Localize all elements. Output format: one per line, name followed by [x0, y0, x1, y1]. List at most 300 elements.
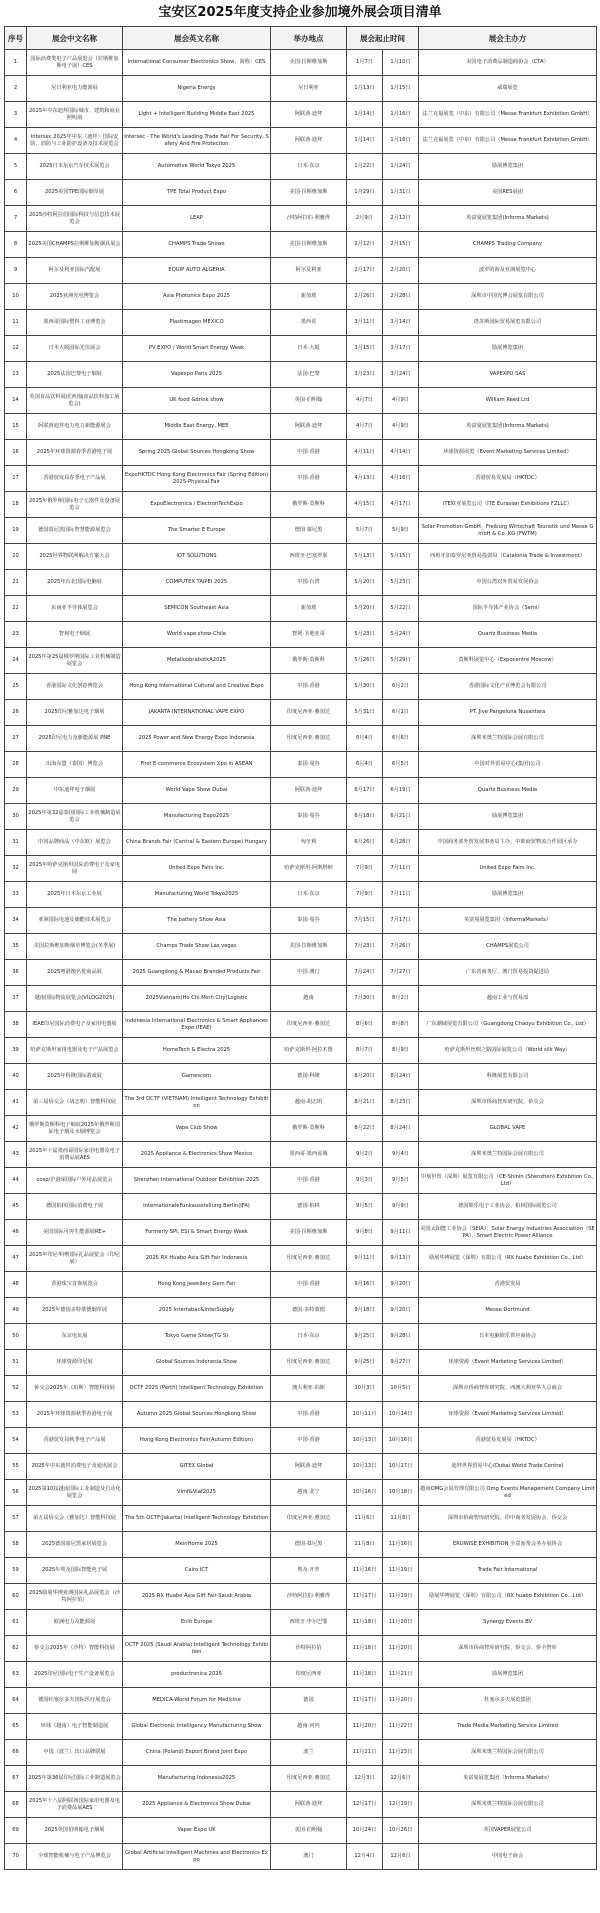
cell-en-name: TPE Total Product Expo: [123, 180, 271, 206]
table-row: [5, 258, 597, 284]
cell-no: 47: [5, 1246, 27, 1272]
table-row: [5, 856, 597, 882]
cell-en-name: Manufacturing Expo2025: [123, 804, 271, 830]
cell-no: 16: [5, 440, 27, 466]
cell-location: 澳大利亚·珀斯: [271, 1376, 347, 1402]
cell-organizer: United Expo Fairs Inc.: [419, 856, 597, 882]
cell-organizer: 励展博览集团: [419, 154, 597, 180]
cell-location: 印度尼西亚·雅加达: [271, 1012, 347, 1038]
cell-start-date: 4月11日: [347, 440, 383, 466]
cell-location: 泰国·曼谷: [271, 752, 347, 778]
table-row: [5, 1038, 597, 1064]
cell-location: 中国·香港: [271, 674, 347, 700]
cell-no: 61: [5, 1610, 27, 1636]
cell-start-date: 7月23日: [347, 934, 383, 960]
cell-start-date: 6月4日: [347, 726, 383, 752]
cell-en-name: United Expo Fairs Inc.: [123, 856, 271, 882]
cell-location: 中国·香港: [271, 466, 347, 492]
cell-end-date: 9月9日: [383, 1194, 419, 1220]
cell-location: 越南: [271, 986, 347, 1012]
cell-en-name: Tokyo Game Show(TG S): [123, 1324, 271, 1350]
cell-start-date: 9月8日: [347, 1220, 383, 1246]
table-row: [5, 1688, 597, 1714]
cell-location: 印度尼西亚·雅加达: [271, 700, 347, 726]
cell-en-name: Cairo ICT: [123, 1558, 271, 1584]
cell-location: 印度尼西亚·雅加达: [271, 1506, 347, 1532]
cell-cn-name: 2025德国慕尼黑家居展览会: [27, 1532, 123, 1558]
table-row: [5, 1142, 597, 1168]
cell-location: 新加坡: [271, 596, 347, 622]
cell-start-date: 6月17日: [347, 778, 383, 804]
table-row: [5, 1506, 597, 1532]
cell-cn-name: 香港贸发局春季电子产品展: [27, 466, 123, 492]
cell-en-name: 2025 Guangdong & Macao Branded Products Fair: [123, 960, 271, 986]
table-row: [5, 128, 597, 154]
cell-cn-name: 香港贸发局秋季电子产品展: [27, 1428, 123, 1454]
cell-end-date: 12月6日: [383, 1844, 419, 1870]
cell-en-name: Plastimagen MEXICO: [123, 310, 271, 336]
cell-end-date: 10月16日: [383, 1428, 419, 1454]
table-row: [5, 778, 597, 804]
cell-no: 60: [5, 1584, 27, 1610]
cell-end-date: 6月21日: [383, 804, 419, 830]
cell-no: 21: [5, 570, 27, 596]
cell-cn-name: 2025励展华博亚洲国际礼品展览会（沙特阿拉伯）: [27, 1584, 123, 1610]
table-row: [5, 1220, 597, 1246]
cell-start-date: 4月15日: [347, 492, 383, 518]
cell-end-date: 7月17日: [383, 908, 419, 934]
cell-no: 5: [5, 154, 27, 180]
cell-organizer: 波罗的海及亚洲展览中心: [419, 258, 597, 284]
cell-en-name: China Brands Fair (Central & Eastern Europe) Hungary: [123, 830, 271, 856]
cell-organizer: 塔苏斯国际贸易展览有限公司: [419, 310, 597, 336]
cell-location: 新加坡: [271, 284, 347, 310]
cell-location: 中国·台湾: [271, 570, 347, 596]
cell-location: 德国·多特蒙德: [271, 1298, 347, 1324]
table-row: [5, 1246, 597, 1272]
table-row: [5, 388, 597, 414]
cell-organizer: 深圳市侨商智库研究院、印中商务发展协会、侨交会: [419, 1506, 597, 1532]
table-row: [5, 804, 597, 830]
cell-location: 印度尼西亚·雅加达: [271, 1350, 347, 1376]
cell-start-date: 1月22日: [347, 154, 383, 180]
cell-cn-name: 美国拉斯维加斯烟草博览会(冬季展): [27, 934, 123, 960]
cell-cn-name: 欧洲电力及能源展: [27, 1610, 123, 1636]
cell-start-date: 3月11日: [347, 310, 383, 336]
cell-end-date: 5月22日: [383, 596, 419, 622]
cell-cn-name: 全球智能机械与电子产品博览会: [27, 1844, 123, 1870]
cell-start-date: 9月5日: [347, 1194, 383, 1220]
cell-cn-name: 2025年日本东京工业展: [27, 882, 123, 908]
table-row: [5, 1714, 597, 1740]
cell-location: 沙特阿拉伯: [271, 1636, 347, 1662]
cell-start-date: 5月30日: [347, 674, 383, 700]
cell-organizer: 励展华博展览（深圳）有限公司（RX huabo Exhibition Co., Ltd）: [419, 1584, 597, 1610]
cell-cn-name: 2025年台北国际电脑展: [27, 570, 123, 596]
cell-cn-name: 2025年第36届印尼国际工业制造展览会: [27, 1766, 123, 1792]
cell-end-date: 6月2日: [383, 674, 419, 700]
table-row: [5, 1818, 597, 1844]
cell-organizer: 德国娱乐电子工业协会、柏林国际展览公司: [419, 1194, 597, 1220]
cell-cn-name: 日本大阪国际光伏展会: [27, 336, 123, 362]
cell-start-date: 6月18日: [347, 804, 383, 830]
cell-end-date: 7月27日: [383, 960, 419, 986]
cell-organizer: 香港国际文化产业博览会有限公司: [419, 674, 597, 700]
cell-no: 57: [5, 1506, 27, 1532]
cell-end-date: 1月15日: [383, 76, 419, 102]
cell-organizer: 励展华博展览（深圳）有限公司（RX huabo Exhibition Co., Ltd）: [419, 1246, 597, 1272]
cell-cn-name: 2025印尼雅加达电子烟展: [27, 700, 123, 726]
cell-cn-name: 侨交会2025年（沙特）智能科技展: [27, 1636, 123, 1662]
table-row: [5, 1064, 597, 1090]
cell-cn-name: 美国国际可再生能源展RE+: [27, 1220, 123, 1246]
table-row: [5, 622, 597, 648]
cell-organizer: 美国RES展团: [419, 180, 597, 206]
cell-cn-name: 德国慕尼黑国际智慧能源展览会: [27, 518, 123, 544]
cell-end-date: 9月28日: [383, 1324, 419, 1350]
cell-end-date: 12月6日: [383, 1766, 419, 1792]
table-row: [5, 908, 597, 934]
cell-no: 31: [5, 830, 27, 856]
cell-cn-name: 2025年环球资源秋季香港电子展: [27, 1402, 123, 1428]
table-row: [5, 674, 597, 700]
cell-start-date: 3月23日: [347, 362, 383, 388]
cell-location: 泰国·曼谷: [271, 908, 347, 934]
cell-end-date: 7月26日: [383, 934, 419, 960]
table-row: [5, 1480, 597, 1506]
cell-start-date: 12月4日: [347, 1844, 383, 1870]
table-row: [5, 1428, 597, 1454]
cell-organizer: 香港贸易发展局（HKTDC）: [419, 466, 597, 492]
cell-organizer: 深圳米奥兰特国际会展有限公司: [419, 726, 597, 752]
cell-no: 36: [5, 960, 27, 986]
cell-no: 63: [5, 1662, 27, 1688]
cell-location: 哈萨克斯坦·阿拉木图: [271, 1038, 347, 1064]
cell-cn-name: 2025年第25届俄罗斯国际工业机械制造展览会: [27, 648, 123, 674]
cell-start-date: 11月8日: [347, 1532, 383, 1558]
cell-cn-name: 2025英国伯明翰电子烟展: [27, 1818, 123, 1844]
table-row: [5, 180, 597, 206]
cell-no: 50: [5, 1324, 27, 1350]
cell-end-date: 2月12日: [383, 206, 419, 232]
cell-cn-name: 中国（波兰）出口品牌联展: [27, 1740, 123, 1766]
table-row: [5, 726, 597, 752]
cell-end-date: 10月5日: [383, 1376, 419, 1402]
cell-end-date: 11月8日: [383, 1506, 419, 1532]
cell-en-name: SEMICON Southeast Asia: [123, 596, 271, 622]
cell-no: 26: [5, 700, 27, 726]
table-row: [5, 648, 597, 674]
table-row: [5, 1090, 597, 1116]
cell-no: 17: [5, 466, 27, 492]
cell-start-date: 11月17日: [347, 1688, 383, 1714]
cell-en-name: The battery Show Asia: [123, 908, 271, 934]
cell-en-name: Formerly SPI, ESI & Smart Energy Week: [123, 1220, 271, 1246]
cell-end-date: 1月31日: [383, 180, 419, 206]
cell-start-date: 5月31日: [347, 700, 383, 726]
cell-cn-name: 德国柏林国际消费电子展: [27, 1194, 123, 1220]
cell-organizer: 深圳市中国光博会展览有限公司: [419, 284, 597, 310]
cell-start-date: 9月11日: [347, 1246, 383, 1272]
cell-organizer: 越南OMG会展管理有限公司 Omg Events Management Company Limited: [419, 1480, 597, 1506]
cell-organizer: 环球资源（Event Marketing Services Limited）: [419, 1402, 597, 1428]
cell-cn-name: 侨交会2025年（珀斯）智能科技展: [27, 1376, 123, 1402]
cell-en-name: Champs Trade Show Las vegas: [123, 934, 271, 960]
cell-end-date: 2月20日: [383, 258, 419, 284]
cell-no: 2: [5, 76, 27, 102]
table-row: [5, 1766, 597, 1792]
cell-location: 中国·香港: [271, 1272, 347, 1298]
cell-start-date: 4月7日: [347, 388, 383, 414]
cell-cn-name: 2025年中东迪拜消费电子及通讯展会: [27, 1454, 123, 1480]
cell-location: 日本·大阪: [271, 336, 347, 362]
cell-no: 55: [5, 1454, 27, 1480]
cell-no: 58: [5, 1532, 27, 1558]
cell-organizer: 广东省商务厅、澳门贸易投资促进局: [419, 960, 597, 986]
cell-en-name: Hong Kong International Cultural and Creative Expo: [123, 674, 271, 700]
cell-end-date: 9月27日: [383, 1350, 419, 1376]
cell-end-date: 9月13日: [383, 1246, 419, 1272]
cell-end-date: 8月24日: [383, 1116, 419, 1142]
cell-end-date: 11月20日: [383, 1610, 419, 1636]
cell-organizer: 科隆展览有限公司: [419, 1064, 597, 1090]
table-row: [5, 310, 597, 336]
cell-start-date: 9月3日: [347, 1168, 383, 1194]
cell-cn-name: 东京电玩展: [27, 1324, 123, 1350]
cell-start-date: 8月21日: [347, 1090, 383, 1116]
table-row: [5, 1168, 597, 1194]
cell-no: 28: [5, 752, 27, 778]
cell-no: 40: [5, 1064, 27, 1090]
cell-start-date: 5月26日: [347, 648, 383, 674]
cell-location: 阿联酋·迪拜: [271, 128, 347, 154]
cell-organizer: GLOBAL VAPE: [419, 1116, 597, 1142]
table-row: [5, 1298, 597, 1324]
cell-organizer: 莫斯科展览中心（Expocentre Moscow）: [419, 648, 597, 674]
cell-cn-name: 2025年第32届泰国国际工业机械制造展览会: [27, 804, 123, 830]
cell-no: 39: [5, 1038, 27, 1064]
cell-en-name: productronica 2025: [123, 1662, 271, 1688]
table-row: [5, 596, 597, 622]
cell-organizer: 深圳市侨商智库研究院、西澳大利亚华人总商会: [419, 1376, 597, 1402]
table-row: [5, 1116, 597, 1142]
cell-no: 1: [5, 50, 27, 76]
cell-en-name: The 5th OCTF(Jakarta) Intelligent Technology Exhibition: [123, 1506, 271, 1532]
cell-organizer: ERUWISE EXHIBITION 全意而帮会务办展协会: [419, 1532, 597, 1558]
cell-no: 68: [5, 1792, 27, 1818]
cell-en-name: OCTF 2025 (Saudi Arabia) Intelligent Technology Exhibition: [123, 1636, 271, 1662]
cell-cn-name: 2025法国巴黎电子烟展: [27, 362, 123, 388]
cell-organizer: Quartz Business Media: [419, 778, 597, 804]
cell-end-date: 6月28日: [383, 830, 419, 856]
cell-en-name: MEDICA-World Forum for Medicine: [123, 1688, 271, 1714]
cell-cn-name: 亚洲国际电池及储能技术展览会: [27, 908, 123, 934]
cell-end-date: 1月10日: [383, 50, 419, 76]
cell-start-date: 6月4日: [347, 752, 383, 778]
table-row: [5, 466, 597, 492]
cell-organizer: Synergy Events BV: [419, 1610, 597, 1636]
page-title: 宝安区2025年度支持企业参加境外展会项目清单: [158, 5, 442, 20]
cell-no: 11: [5, 310, 27, 336]
cell-location: 美国·拉斯维加斯: [271, 934, 347, 960]
cell-end-date: 10月26日: [383, 1818, 419, 1844]
cell-cn-name: 2025年十八届阿联酋国际家用电器及电子消费品展AES: [27, 1792, 123, 1818]
cell-no: 52: [5, 1376, 27, 1402]
cell-organizer: 法兰克福展览（中东）有限公司（Messe Frankfurt Exhibition GmbH）: [419, 128, 597, 154]
cell-en-name: Nigeria Energy: [123, 76, 271, 102]
cell-start-date: 10月11日: [347, 1402, 383, 1428]
cell-start-date: 1月14日: [347, 102, 383, 128]
cell-no: 62: [5, 1636, 27, 1662]
cell-en-name: MeinHome 2025: [123, 1532, 271, 1558]
table-row: [5, 518, 597, 544]
cell-location: 印度尼西亚·雅加达: [271, 1766, 347, 1792]
cell-location: 波兰: [271, 1740, 347, 1766]
cell-end-date: 2月15日: [383, 232, 419, 258]
cell-end-date: 9月20日: [383, 1272, 419, 1298]
cell-end-date: 9月4日: [383, 1142, 419, 1168]
cell-start-date: 10月16日: [347, 1480, 383, 1506]
cell-organizer: 深圳米奥兰特国际会展有限公司: [419, 1142, 597, 1168]
cell-en-name: HomeTech & Electra 2025: [123, 1038, 271, 1064]
cell-cn-name: 2025沙特阿拉伯国际科技与信息技术展览会: [27, 206, 123, 232]
cell-location: 中国·香港: [271, 1168, 347, 1194]
cell-end-date: 6月5日: [383, 752, 419, 778]
cell-en-name: Hong Kong Jewellery Gem Fair: [123, 1272, 271, 1298]
table-row: [5, 1454, 597, 1480]
cell-en-name: 2025 Intertabac&InterSupply: [123, 1298, 271, 1324]
cell-start-date: 1月7日: [347, 50, 383, 76]
cell-location: 尼日利亚: [271, 76, 347, 102]
cell-location: 日本·东京: [271, 882, 347, 908]
cell-no: 33: [5, 882, 27, 908]
cell-end-date: 8月24日: [383, 1064, 419, 1090]
cell-end-date: 7月11日: [383, 882, 419, 908]
cell-organizer: Messe Dortmund: [419, 1298, 597, 1324]
cell-end-date: 4月16日: [383, 466, 419, 492]
cell-organizer: 英富曼展览集团(Informa Markets): [419, 414, 597, 440]
cell-no: 70: [5, 1844, 27, 1870]
cell-organizer: William Reed Ltd: [419, 388, 597, 414]
cell-start-date: 8月7日: [347, 1038, 383, 1064]
cell-start-date: 11月18日: [347, 1636, 383, 1662]
cell-en-name: 2025 Appliance & Electronics Show Mexico: [123, 1142, 271, 1168]
cell-location: 阿联酋·迪拜: [271, 778, 347, 804]
cell-no: 45: [5, 1194, 27, 1220]
cell-end-date: 5月23日: [383, 570, 419, 596]
table-row: [5, 1792, 597, 1818]
cell-cn-name: 英国食品饮料展(伯明翰食品饮料加工展览会): [27, 388, 123, 414]
cell-end-date: 10月14日: [383, 1402, 419, 1428]
cell-location: 俄罗斯·莫斯科: [271, 648, 347, 674]
cell-end-date: 4月17日: [383, 492, 419, 518]
cell-cn-name: 2025年德国多特蒙德烟草展: [27, 1298, 123, 1324]
cell-cn-name: 2025美国CHAMPS拉斯维加斯烟具展会: [27, 232, 123, 258]
cell-end-date: 11月20日: [383, 1636, 419, 1662]
cell-end-date: 5月9日: [383, 518, 419, 544]
cell-no: 14: [5, 388, 27, 414]
cell-location: 阿尔及利亚: [271, 258, 347, 284]
cell-organizer: 励展博览集团: [419, 1662, 597, 1688]
table-row: [5, 1662, 597, 1688]
cell-organizer: 励展博览集团: [419, 882, 597, 908]
cell-en-name: COMPUTEX TAIPEI 2025: [123, 570, 271, 596]
cell-organizer: CHAMPS展览公司: [419, 934, 597, 960]
cell-no: 65: [5, 1714, 27, 1740]
cell-en-name: Vaper Expo UK: [123, 1818, 271, 1844]
header-en-name: 展会英文名称: [123, 27, 271, 50]
cell-cn-name: 香港珠宝首饰展览会: [27, 1272, 123, 1298]
cell-en-name: Shenzhen International Outdoor Exhibition 2025: [123, 1168, 271, 1194]
cell-cn-name: 2025第10届越南国际工业制造及自动化展览会: [27, 1480, 123, 1506]
cell-cn-name: 阿联酋迪拜电力电力新能源展会: [27, 414, 123, 440]
cell-cn-name: 越南国际物流展览会(VILOG2025): [27, 986, 123, 1012]
table-row: [5, 50, 597, 76]
cell-location: 印度尼西亚: [271, 1662, 347, 1688]
cell-no: 22: [5, 596, 27, 622]
cell-no: 44: [5, 1168, 27, 1194]
cell-no: 9: [5, 258, 27, 284]
cell-location: 中国·香港: [271, 440, 347, 466]
header-no: 序号: [5, 27, 27, 50]
cell-en-name: Indonesia International Electronics & Smart Appliances Expo (IEAE): [123, 1012, 271, 1038]
cell-start-date: 1月13日: [347, 76, 383, 102]
cell-start-date: 5月7日: [347, 518, 383, 544]
cell-en-name: MetalloobrabotkA2025: [123, 648, 271, 674]
cell-en-name: Automotive World Tokyo 2025: [123, 154, 271, 180]
cell-organizer: 中国台湾对外贸易发展协会: [419, 570, 597, 596]
cell-en-name: Hong Kong Electronics Fair(Autumn Edition): [123, 1428, 271, 1454]
cell-location: 日本·东京: [271, 154, 347, 180]
cell-cn-name: 2025印尼电力及新能源展 PNE: [27, 726, 123, 752]
cell-end-date: 8月2日: [383, 986, 419, 1012]
cell-end-date: 3月14日: [383, 310, 419, 336]
cell-end-date: 6月19日: [383, 778, 419, 804]
cell-location: 日本·东京: [271, 1324, 347, 1350]
cell-end-date: 3月17日: [383, 336, 419, 362]
table-row: [5, 830, 597, 856]
cell-cn-name: 香港国际文化创意博览会: [27, 674, 123, 700]
cell-no: 23: [5, 622, 27, 648]
cell-cn-name: 阿尔及利亚国际汽配展: [27, 258, 123, 284]
cell-organizer: 迪拜世界贸易中心(Dubai World Trade Centre): [419, 1454, 597, 1480]
cell-en-name: Manufacturing Indonesia2025: [123, 1766, 271, 1792]
cell-location: 智利·圣地亚哥: [271, 622, 347, 648]
cell-end-date: 5月24日: [383, 622, 419, 648]
cell-no: 4: [5, 128, 27, 154]
cell-location: 德国·慕尼黑: [271, 1532, 347, 1558]
cell-location: 阿联酋·迪拜: [271, 102, 347, 128]
cell-en-name: International Consumer Electronics Show，简称：CES: [123, 50, 271, 76]
cell-location: 德国·科隆: [271, 1064, 347, 1090]
cell-en-name: The 3rd OCTF (VIETNAM) Intelligent Technology Exhibition: [123, 1090, 271, 1116]
table-row: [5, 414, 597, 440]
cell-location: 中国·香港: [271, 1428, 347, 1454]
cell-location: 中国·澳门: [271, 960, 347, 986]
cell-no: 43: [5, 1142, 27, 1168]
cell-no: 49: [5, 1298, 27, 1324]
cell-start-date: 9月25日: [347, 1324, 383, 1350]
cell-start-date: 11月17日: [347, 1584, 383, 1610]
cell-no: 20: [5, 544, 27, 570]
cell-en-name: UK food &drink show: [123, 388, 271, 414]
table-row: [5, 960, 597, 986]
cell-no: 54: [5, 1428, 27, 1454]
cell-start-date: 11月20日: [347, 1714, 383, 1740]
cell-no: 48: [5, 1272, 27, 1298]
cell-end-date: 9月5日: [383, 1168, 419, 1194]
cell-no: 51: [5, 1350, 27, 1376]
